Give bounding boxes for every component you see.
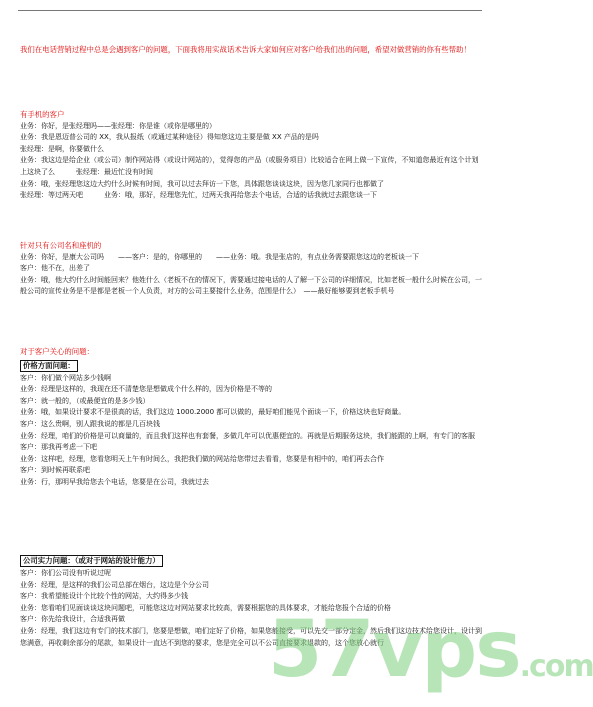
dialogue-line: 业务：经理，咱们的价格是可以商量的，而且我们这样也有套餐，多做几年可以优惠便宜的。再就是后期服务这块，我们能跟的上啊，有专门的客服 bbox=[20, 431, 475, 440]
dialogue-line: 业务：哦，他大约什么时间能回来？他姓什么（老板不在的情况下，需要通过接电话的人了解一下公司的详细情况，比如老板一般什么时候在公司，一般公司的宣传业务是不是都是老板一个人负责，对方的公司主要接什么业务，范围是什么） ——最好能够要到老板手机号 bbox=[20, 275, 482, 296]
dialogue-line: 客户：就一般的，（或最便宜的是多少钱） bbox=[20, 396, 150, 405]
subsection-heading: 价格方面问题： bbox=[20, 360, 78, 372]
dialogue-line: 客户：我希望能设计个比较个性的网站，大约得多少钱 bbox=[20, 592, 188, 601]
dialogue-line: 客户：他不在，出差了 bbox=[20, 264, 90, 273]
dialogue-line: 客户：到时候再联系吧 bbox=[20, 466, 90, 475]
watermark-text: .com bbox=[519, 649, 593, 684]
dialogue-line: 业务：你好，是张经理吗——张经理：你是谁（或你是哪里的） bbox=[20, 121, 216, 130]
subsection-heading: 公司实力问题：（或对于网站的设计能力） bbox=[20, 555, 163, 567]
section-customer-concerns bbox=[20, 346, 482, 489]
dialogue-line: 客户：这么贵啊，别人跟我说的都是几百块钱 bbox=[20, 419, 160, 428]
dialogue-line: 业务：哦，张经理您这边大约什么时候有时间，我可以过去拜访一下您，具体跟您谈谈这块，因为您几家同行也都做了 bbox=[20, 179, 384, 188]
dialogue-line: 业务：行，那明早我给您去个电话，您要是在公司，我就过去 bbox=[20, 477, 209, 486]
dialogue-line: 张经理：等过两天吧 业务：哦，那好，经理您先忙，过两天我再给您去个电话，合适的话我就过去跟您谈一下 bbox=[20, 191, 377, 200]
dialogue-line: 业务：经理，我们这边有专门的技术部门，您要是想做，咱们定好了价格，如果您能接受，可以先交一部分定金，然后我们这边技术给您设计，设计到您满意，再收剩余部分的尾款，如果设计一直达不到您的要求，您是完全可以不公司直接要求退款的，这个您放心就行 bbox=[20, 626, 482, 647]
document-page bbox=[20, 0, 482, 707]
section-landline-customer bbox=[20, 240, 482, 298]
dialogue-line: 客户：那我再考虑一下吧 bbox=[20, 443, 97, 452]
dialogue-line: 客户：你先给我设计，合适我再做 bbox=[20, 615, 125, 624]
dialogue-line: 张经理：是啊，你要做什么 bbox=[20, 144, 104, 153]
dialogue-line: 业务：经理，是这样的我们公司总部在烟台，这边是个分公司 bbox=[20, 580, 209, 589]
dialogue-line: 客户：你们做个网站多少钱啊 bbox=[20, 373, 111, 382]
watermark-text: vps bbox=[372, 605, 520, 695]
dialogue-line: 客户：你们公司没有听说过呢 bbox=[20, 569, 111, 577]
dialogue-line: 业务：哦，如果设计要求不是很高的话，我们这边 1000.2000 都可以做的，最好咱们能见个面谈一下，价格这块也好商量。 bbox=[20, 408, 406, 417]
dialogue-line: 业务：您看咱们见面谈谈这块问题吧，可能您这边对网站要求比较高，需要根据您的具体要求，才能给您报个合适的价格 bbox=[20, 603, 391, 612]
watermark-text: 57 bbox=[268, 605, 373, 695]
section-heading: 针对只有公司名和座机的 bbox=[20, 241, 102, 250]
section-company-strength bbox=[20, 553, 482, 649]
dialogue-line: 业务：我是恩迈普公司的 XX，我从报纸（或通过某种途径）得知您这边主要是做 XX 产品的是吗 bbox=[20, 133, 319, 142]
dialogue-line: 业务：经理是这样的，我现在还不清楚您是想做成个什么样的，因为价格是不等的 bbox=[20, 385, 272, 394]
dialogue-line: 业务：这样吧，经理，您看您明天上午有时间么，我把我们做的网站给您带过去看看，您要是有相中的，咱们再去合作 bbox=[20, 454, 384, 463]
section-mobile-customer bbox=[20, 109, 482, 202]
intro-paragraph: 我们在电话营销过程中总是会遇到客户的问题，下面我将用实战话术告诉大家如何应对客户给我们出的问题，希望对做营销的你有些帮助！ bbox=[20, 45, 471, 54]
dialogue-line: 业务：我这边是给企业（或公司）制作网站得（或设计网站的），觉得您的产品（或服务项目）比较适合在网上做一下宣传，不知道您最近有这个计划上这块了么 张经理：最近忙没有时间 bbox=[20, 156, 479, 176]
section-heading: 对于客户关心的问题： bbox=[20, 347, 94, 356]
dialogue-line: 业务：你好，是康大公司吗 ——客户：是的，你哪里的 ——业务：哦。我是张店的，有点业务需要跟您这边的老板谈一下 bbox=[20, 252, 419, 261]
section-heading: 有手机的客户 bbox=[20, 110, 65, 119]
